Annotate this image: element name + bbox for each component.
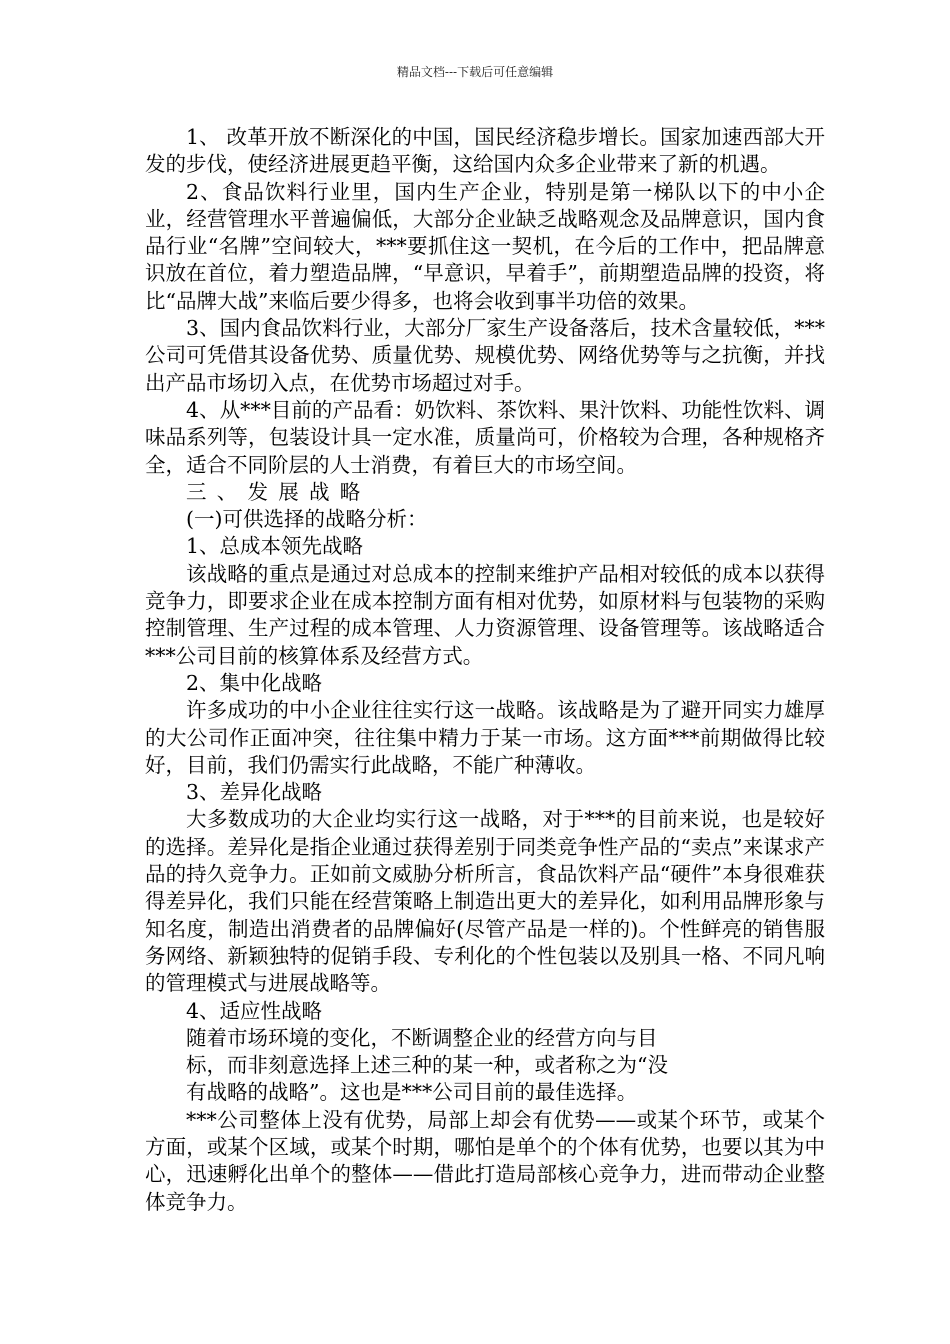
strategy-4-line-2: 标，而非刻意选择上述三种的某一种，或者称之为“没 [186, 1053, 668, 1078]
page-header: 精品文档---下载后可任意编辑 [396, 65, 554, 79]
strategy-2-body: 许多成功的中小企业往往实行这一战略。该战略是为了避开同实力雄厚的大公司作正面冲突，往往集中精力于某一市场。这方面***前期做得比较好，目前，我们仍需实行此战略，不能广种薄收。 [145, 698, 825, 777]
strategy-3-body: 大多数成功的大企业均实行这一战略，对于***的目前来说，也是较好的选择。差异化是指企业通过获得差别于同类竞争性产品的“卖点”来谋求产品的持久竞争力。正如前文威胁分析所言，食品饮料产品“硬件”本身很难获得差异化，我们只能在经营策略上制造出更大的差异化，如利用品牌形象与知名度，制造出消费者的品牌偏好(尽管产品是一样的)。个性鲜亮的销售服务网络、新颖独特的促销手段、专利化的个性包装以及别具一格、不同凡响的管理模式与进展战略等。 [145, 807, 825, 996]
strategy-1-body: 该战略的重点是通过对总成本的控制来维护产品相对较低的成本以获得竞争力，即要求企业在成本控制方面有相对优势，如原材料与包装物的采购控制管理、生产过程的成本管理、人力资源管理、设备管理等。该战略适合***公司目前的核算体系及经营方式。 [145, 561, 825, 668]
strategy-2-title: 2、集中化战略 [186, 670, 323, 695]
strategy-4-line-3: 有战略的战略”。这也是***公司目前的最佳选择。 [186, 1080, 638, 1105]
closing-paragraph: ***公司整体上没有优势，局部上却会有优势——或某个环节，或某个方面，或某个区域，或某个时期，哪怕是单个的个体有优势，也要以其为中心，迅速孵化出单个的整体——借此打造局部核心竞争力，进而带动企业整体竞争力。 [145, 1107, 825, 1214]
subsection-heading: (一)可供选择的战略分析： [186, 507, 428, 532]
strategy-4-line-1: 随着市场环境的变化，不断调整企业的经营方向与目 [186, 1025, 658, 1050]
document-body [145, 124, 825, 1216]
strategy-4-title: 4、适应性战略 [186, 998, 323, 1023]
paragraph-opportunity-3: 3、国内食品饮料行业，大部分厂家生产设备落后，技术含量较低，***公司可凭借其设备优势、质量优势、规模优势、网络优势等与之抗衡，并找出产品市场切入点，在优势市场超过对手。 [145, 316, 825, 395]
paragraph-opportunity-1: 1、 改革开放不断深化的中国，国民经济稳步增长。国家加速西部大开发的步伐，使经济进展更趋平衡，这给国内众多企业带来了新的机遇。 [145, 125, 825, 177]
paragraph-opportunity-2: 2、食品饮料行业里，国内生产企业，特别是第一梯队以下的中小企业，经营管理水平普遍偏低，大部分企业缺乏战略观念及品牌意识，国内食品行业“名牌”空间较大，***要抓住这一契机，在今后的工作中，把品牌意识放在首位，着力塑造品牌，“早意识，早着手”，前期塑造品牌的投资，将比“品牌大战”来临后要少得多，也将会收到事半功倍的效果。 [145, 179, 825, 313]
paragraph-opportunity-4: 4、从***目前的产品看：奶饮料、茶饮料、果汁饮料、功能性饮料、调味品系列等，包装设计具一定水准，质量尚可，价格较为合理，各种规格齐全，适合不同阶层的人士消费，有着巨大的市场空间。 [145, 397, 825, 477]
strategy-1-title: 1、总成本领先战略 [186, 534, 364, 559]
strategy-3-title: 3、差异化战略 [186, 780, 323, 805]
section-heading-strategy: 三、发展战略 [186, 479, 371, 504]
